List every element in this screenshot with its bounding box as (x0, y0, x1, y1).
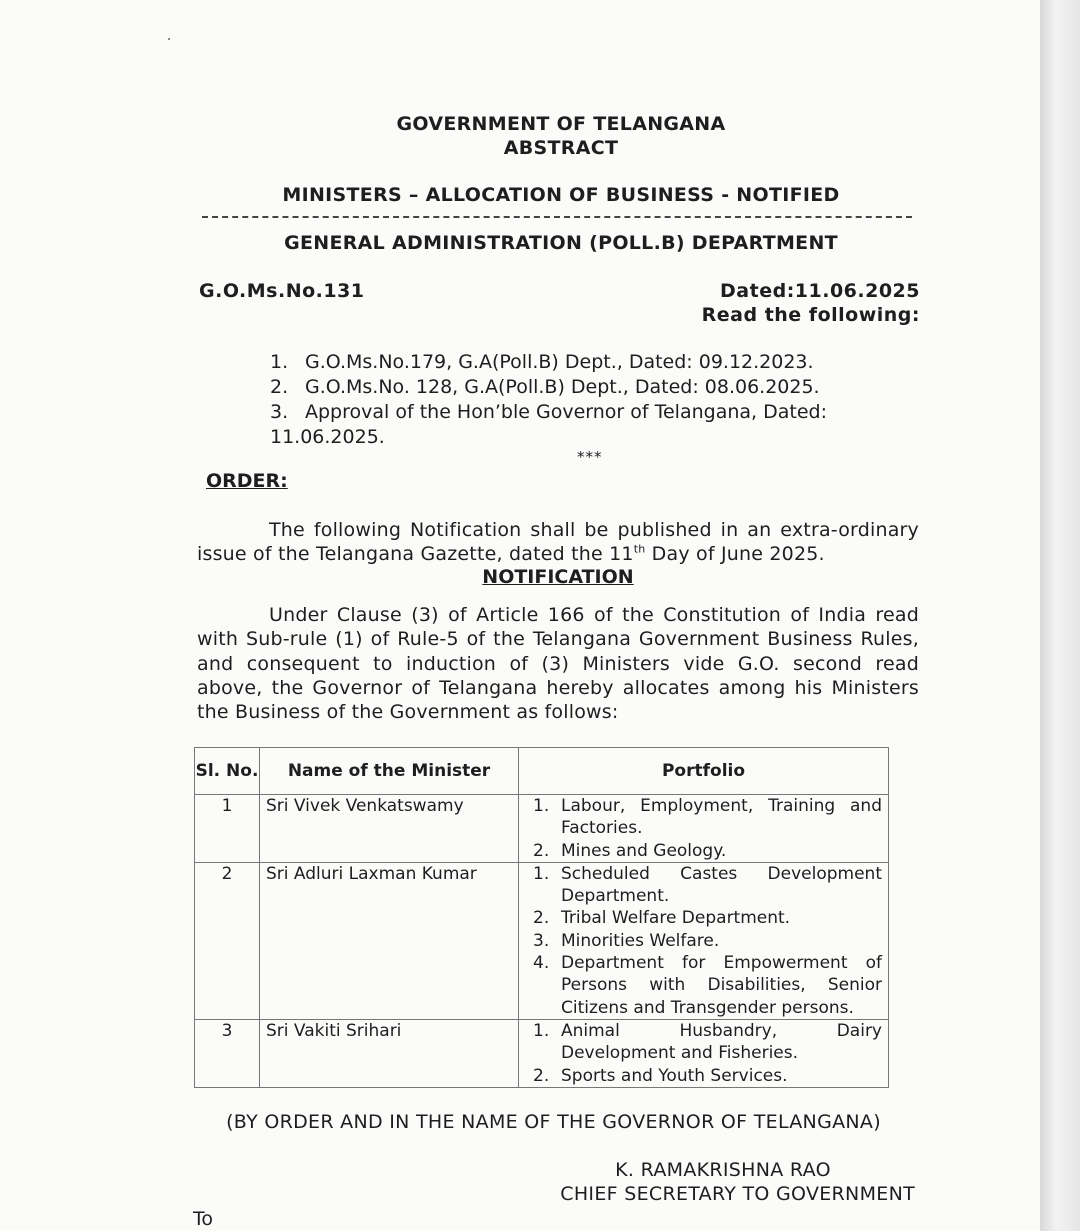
portfolio-number: 2. (533, 908, 550, 929)
portfolio-item (533, 907, 882, 929)
portfolio-number: 3. (533, 930, 550, 951)
portfolio-cell (519, 795, 889, 863)
order-paragraph (197, 518, 919, 567)
portfolio-text: Minorities Welfare. (561, 930, 720, 951)
reference-text: G.O.Ms.No.179, G.A(Poll.B) Dept., Dated: 09.12.2023. (305, 351, 814, 373)
table-header-row (195, 748, 889, 795)
portfolio-item (533, 1020, 882, 1065)
portfolio-item (533, 795, 882, 840)
go-date: Dated:11.06.2025 (720, 280, 920, 302)
scan-speck (168, 38, 170, 40)
order-text-end: Day of June 2025. (645, 543, 825, 566)
table-row (195, 1019, 889, 1087)
minister-name: Sri Vivek Venkatswamy (260, 795, 519, 863)
page-edge (1040, 0, 1080, 1231)
portfolio-cell (519, 862, 889, 1019)
order-heading: ORDER: (206, 470, 288, 492)
signatory-name: K. RAMAKRISHNA RAO (615, 1159, 831, 1181)
portfolio-number: 2. (533, 1065, 550, 1086)
portfolio-text: Scheduled Castes Development Department. (561, 863, 882, 907)
header-minister-name: Name of the Minister (260, 748, 519, 795)
reference-number: 3. (270, 401, 289, 423)
header-portfolio: Portfolio (519, 748, 889, 795)
portfolio-number: 1. (533, 1020, 550, 1041)
portfolio-number: 1. (533, 863, 550, 884)
by-order-line: (BY ORDER AND IN THE NAME OF THE GOVERNOR OF TELANGANA) (226, 1111, 881, 1133)
header-sl-no: Sl. No. (195, 748, 260, 795)
go-number: G.O.Ms.No.131 (199, 280, 365, 302)
portfolio-text: Tribal Welfare Department. (561, 908, 791, 929)
dashed-divider (202, 216, 912, 218)
reference-item (270, 400, 827, 425)
row-sl-no: 1 (195, 795, 260, 863)
abstract-title: ABSTRACT (503, 137, 619, 159)
reference-text: Approval of the Hon’ble Governor of Telangana, Dated: (305, 401, 827, 423)
reference-item (270, 375, 827, 400)
table-row (195, 862, 889, 1019)
department-title: GENERAL ADMINISTRATION (POLL.B) DEPARTMENT (284, 232, 838, 254)
portfolio-number: 4. (533, 953, 550, 974)
reference-number: 1. (270, 351, 289, 373)
portfolio-cell (519, 1019, 889, 1087)
portfolio-item (533, 1065, 882, 1087)
table-row (195, 795, 889, 863)
reference-number: 2. (270, 376, 289, 398)
portfolio-text: Labour, Employment, Training and Factories. (561, 796, 882, 839)
notification-text: Under Clause (3) of Article 166 of the Constitution of India read with Sub-rule (1) of Rule-5 of the Telangana Government Business Rules, and consequent to induction of (3) Ministers vide G.O. second read above, the Governor of Telangana hereby allocates among his Ministers the Business of the Government as follows: (197, 604, 919, 724)
portfolio-number: 2. (533, 840, 550, 861)
read-following-label: Read the following: (701, 304, 920, 326)
order-text: The following Notification shall be published in an extra-ordinary issue of the Telangana Gazette, dated the 11 (197, 519, 919, 566)
references-list (270, 350, 827, 450)
to-label: To (193, 1208, 214, 1230)
portfolio-item (533, 863, 882, 908)
portfolio-item (533, 840, 882, 862)
ministers-table (194, 747, 889, 1088)
portfolio-text: Animal Husbandry, Dairy Development and Fisheries. (561, 1020, 882, 1064)
notification-paragraph (197, 603, 919, 724)
reference-text-continued: 11.06.2025. (270, 426, 385, 448)
portfolio-item (533, 930, 882, 952)
portfolio-text: Sports and Youth Services. (561, 1065, 788, 1086)
reference-text: G.O.Ms.No. 128, G.A(Poll.B) Dept., Dated: 08.06.2025. (305, 376, 820, 398)
minister-name: Sri Adluri Laxman Kumar (260, 862, 519, 1019)
notification-heading: NOTIFICATION (482, 566, 634, 588)
portfolio-text: Department for Empowerment of Persons with Disabilities, Senior Citizens and Transgender persons. (561, 953, 882, 1018)
separator-stars: *** (577, 448, 603, 466)
portfolio-number: 1. (533, 796, 550, 816)
order-superscript: th (633, 542, 646, 556)
signatory-designation: CHIEF SECRETARY TO GOVERNMENT (560, 1183, 915, 1205)
portfolio-item (533, 952, 882, 1019)
portfolio-text: Mines and Geology. (561, 840, 727, 861)
subject-line: MINISTERS – ALLOCATION OF BUSINESS - NOTIFIED (282, 184, 840, 206)
reference-item (270, 350, 827, 375)
government-title: GOVERNMENT OF TELANGANA (396, 113, 726, 135)
row-sl-no: 2 (195, 862, 260, 1019)
minister-name: Sri Vakiti Srihari (260, 1019, 519, 1087)
row-sl-no: 3 (195, 1019, 260, 1087)
